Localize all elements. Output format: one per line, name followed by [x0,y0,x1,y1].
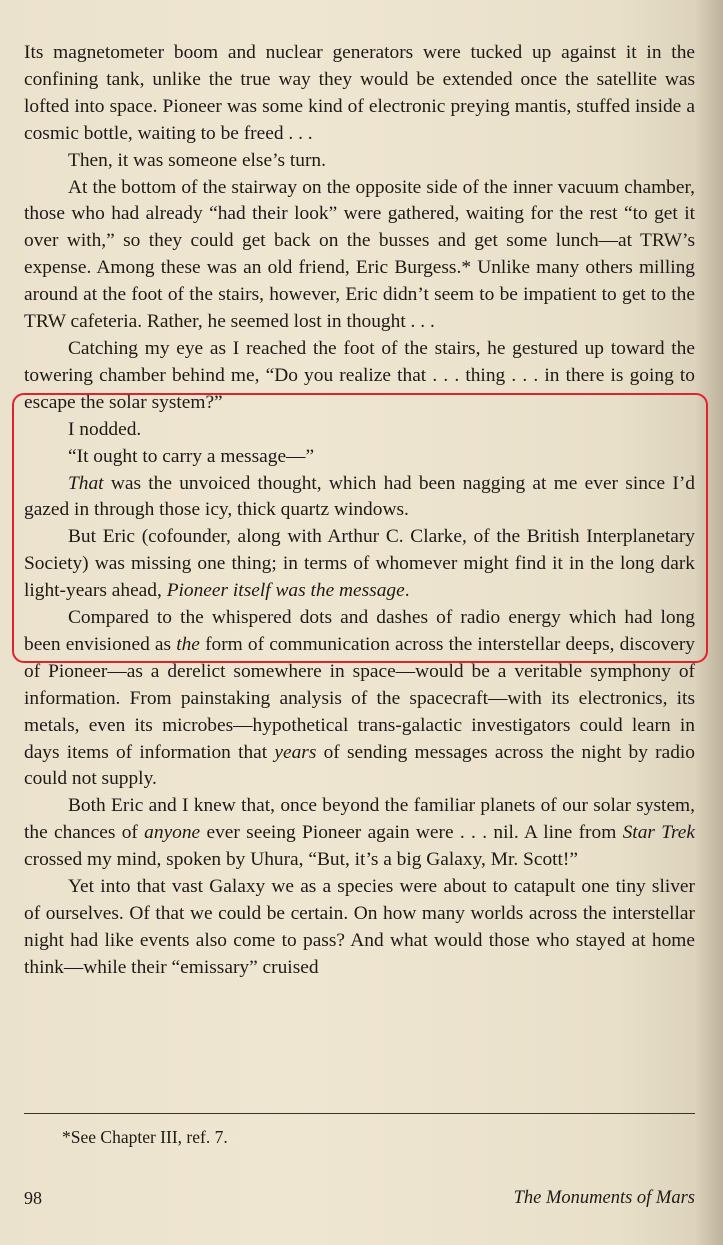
paragraph [24,40,695,148]
paragraph [24,175,695,336]
paragraph [24,793,695,874]
paragraph [24,874,695,982]
page-number: 98 [24,1188,42,1208]
text-run: form of communication across the interstellar deeps, discovery of Pioneer—as a derelict somewhere in space—would be a veritable symphony of information. From painstaking analysis of the spacecraft—with its electronics, its metals, even its microbes—hypothetical trans-galactic investigators could learn in days items of information that [24,633,695,763]
paragraph [24,148,695,175]
text-run: I nodded. [68,418,142,440]
italic-text: the [176,633,200,655]
text-run: Both Eric and I knew that, once beyond the familiar planets of our solar system, the chances of [24,795,695,844]
text-run: Then, it was someone else’s turn. [68,149,326,171]
text-run: Compared to the whispered dots and dashes of radio energy which had long been envisioned as [24,607,695,655]
text-run: was the unvoiced thought, which had been nagging at me ever since I’d gazed in through those icy, thick quartz windows. [24,472,695,521]
highlight-box [12,393,708,663]
italic-text: anyone [144,822,201,844]
italic-text: years [274,741,317,763]
text-run: . [404,580,410,602]
text-run: Yet into that vast Galaxy we as a species were about to catapult one tiny sliver of ourselves. Of that we could be certain. On how many worlds across the interstellar night had like events also come to pass? And what would those who stayed at home think—while their “emissary” cruised [24,876,695,978]
running-head: The Monuments of Mars [513,1188,695,1208]
footnote-rule [24,1113,695,1114]
text-run: Catching my eye as I reached the foot of the stairs, he gestured up toward the towering chamber behind me, “Do you realize that . . . thing . . . in there is going to escape the solar system?” [24,337,695,413]
text-run: But Eric (cofounder, along with Arthur C. Clarke, of the British Interplanetary Society) was missing one thing; in terms of whomever might find it in the long dark light-years ahead, [24,526,695,602]
text-run: “It ought to carry a message—” [68,445,315,467]
text-run: ever seeing Pioneer again were . . . nil. A line from [200,822,623,844]
footnote: *See Chapter III, ref. 7. [62,1127,228,1147]
italic-text: Star Trek [622,822,696,844]
text-run: of sending messages across the night by radio could not supply. [24,741,695,790]
italic-text: That [68,472,104,494]
text-run: crossed my mind, spoken by Uhura, “But, it’s a big Galaxy, Mr. Scott!” [24,849,578,871]
text-run: At the bottom of the stairway on the opposite side of the inner vacuum chamber, those who had already “had their look” were gathered, waiting for the rest “to get it over with,” so they could get back on the busses and get some lunch—at TRW’s expense. Among these was an old friend, Eric Burgess.* Unlike many others milling around at the foot of the stairs, however, Eric didn’t seem to be impatient to get to the TRW cafeteria. Rather, he seemed lost in thought . . . [24,176,695,333]
italic-text: Pioneer itself was the message [166,580,405,602]
text-run: Its magnetometer boom and nuclear generators were tucked up against it in the confining tank, unlike the true way they would be extended once the satellite was lofted into space. Pioneer was some kind of electronic preying mantis, stuffed inside a cosmic bottle, waiting to be freed . . . [24,42,695,144]
